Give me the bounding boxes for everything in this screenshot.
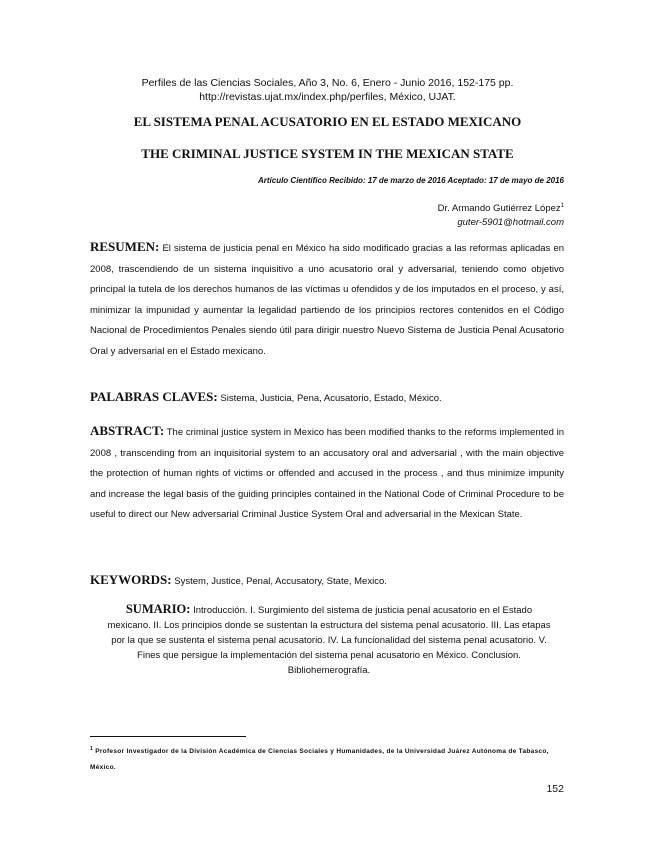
author-block: [438, 199, 564, 230]
sumario-text: Introducción. I. Surgimiento del sistema de justicia penal acusatorio en el Estado mexicano. II. Los principios donde se sustentan la estructura del sistema penal acusatorio. III. Las etapas por la que se sustenta el sistema penal acusatorio. IV. La funcionalidad del sistema penal acusatorio. V. Fines que persigue la implementación del sistema penal acusatorio en México. Conclusion. Bibliohemerografía.: [107, 605, 551, 676]
resumen-label: RESUMEN:: [90, 239, 160, 254]
page-number: 152: [546, 783, 564, 795]
sumario-label: SUMARIO:: [125, 602, 191, 616]
sumario-section: [103, 602, 555, 678]
abstract-section: [90, 421, 564, 526]
resumen-section: [90, 237, 564, 362]
footnote: [90, 741, 564, 776]
journal-url[interactable]: http://revistas.ujat.mx/index.php/perfiles, México, UJAT.: [199, 91, 456, 103]
keywords-label: KEYWORDS:: [90, 572, 172, 587]
palabras-claves-section: [90, 388, 564, 408]
title-spanish: EL SISTEMA PENAL ACUSATORIO EN EL ESTADO MEXICANO: [133, 114, 522, 129]
journal-citation: Perfiles de las Ciencias Sociales, Año 3, No. 6, Enero - Junio 2016, 152-175 pp.: [141, 77, 514, 89]
title-english: THE CRIMINAL JUSTICE SYSTEM IN THE MEXICAN STATE: [141, 146, 514, 161]
author-name-line: [438, 199, 564, 216]
author-email[interactable]: guter-5901@hotmail.com: [457, 217, 564, 229]
footnote-mark: 1: [90, 746, 94, 752]
journal-header: [0, 76, 655, 104]
author-name: Dr. Armando Gutiérrez López: [437, 203, 561, 215]
author-footnote-mark: 1: [560, 203, 564, 209]
resumen-text: El sistema de justicia penal en México ha sido modificado gracias a las reformas aplicadas en 2008, trascendiendo de un sistema inquisitivo a uno acusatorio oral y adversarial, teniendo como objetivo principal la tutela de los derechos humanos de las víctimas u ofendidos y de los imputados en el proceso, y así, minimizar la impunidad y aumentar la legalidad partiendo de los principios rectores contenidos en el Código Nacional de Procedimientos Penales siendo útil para dirigir nuestro Nuevo Sistema de Justicia Penal Acusatorio Oral y adversarial en el Estado mexicano.: [90, 243, 565, 357]
keywords-text: System, Justice, Penal, Accusatory, State, Mexico.: [174, 576, 387, 587]
abstract-label: ABSTRACT:: [90, 423, 165, 438]
abstract-text: The criminal justice system in Mexico has been modified thanks to the reforms implemented in 2008 , transcending from an inquisitorial system to an accusatory oral and adversarial , with the main objective the protection of human rights of victims or offended and accused in the process , and thus minimize impunity and increase the legal basis of the guiding principles contained in the National Code of Criminal Procedure to be useful to direct our New adversarial Criminal Justice System Oral and adversarial in the Mexican State.: [90, 427, 564, 520]
palabras-claves-text: Sistema, Justicia, Pena, Acusatorio, Estado, México.: [220, 393, 442, 404]
footnote-divider: [90, 736, 246, 737]
received-dates: Artículo Científico Recibido: 17 de marzo de 2016 Aceptado: 17 de mayo de 2016: [257, 176, 564, 185]
footnote-text: Profesor Investigador de la División Académica de Ciencias Sociales y Humanidades, de la Universidad Juárez Autónoma de Tabasco, México.: [90, 748, 549, 772]
keywords-section: [90, 571, 564, 591]
palabras-claves-label: PALABRAS CLAVES:: [90, 389, 218, 404]
